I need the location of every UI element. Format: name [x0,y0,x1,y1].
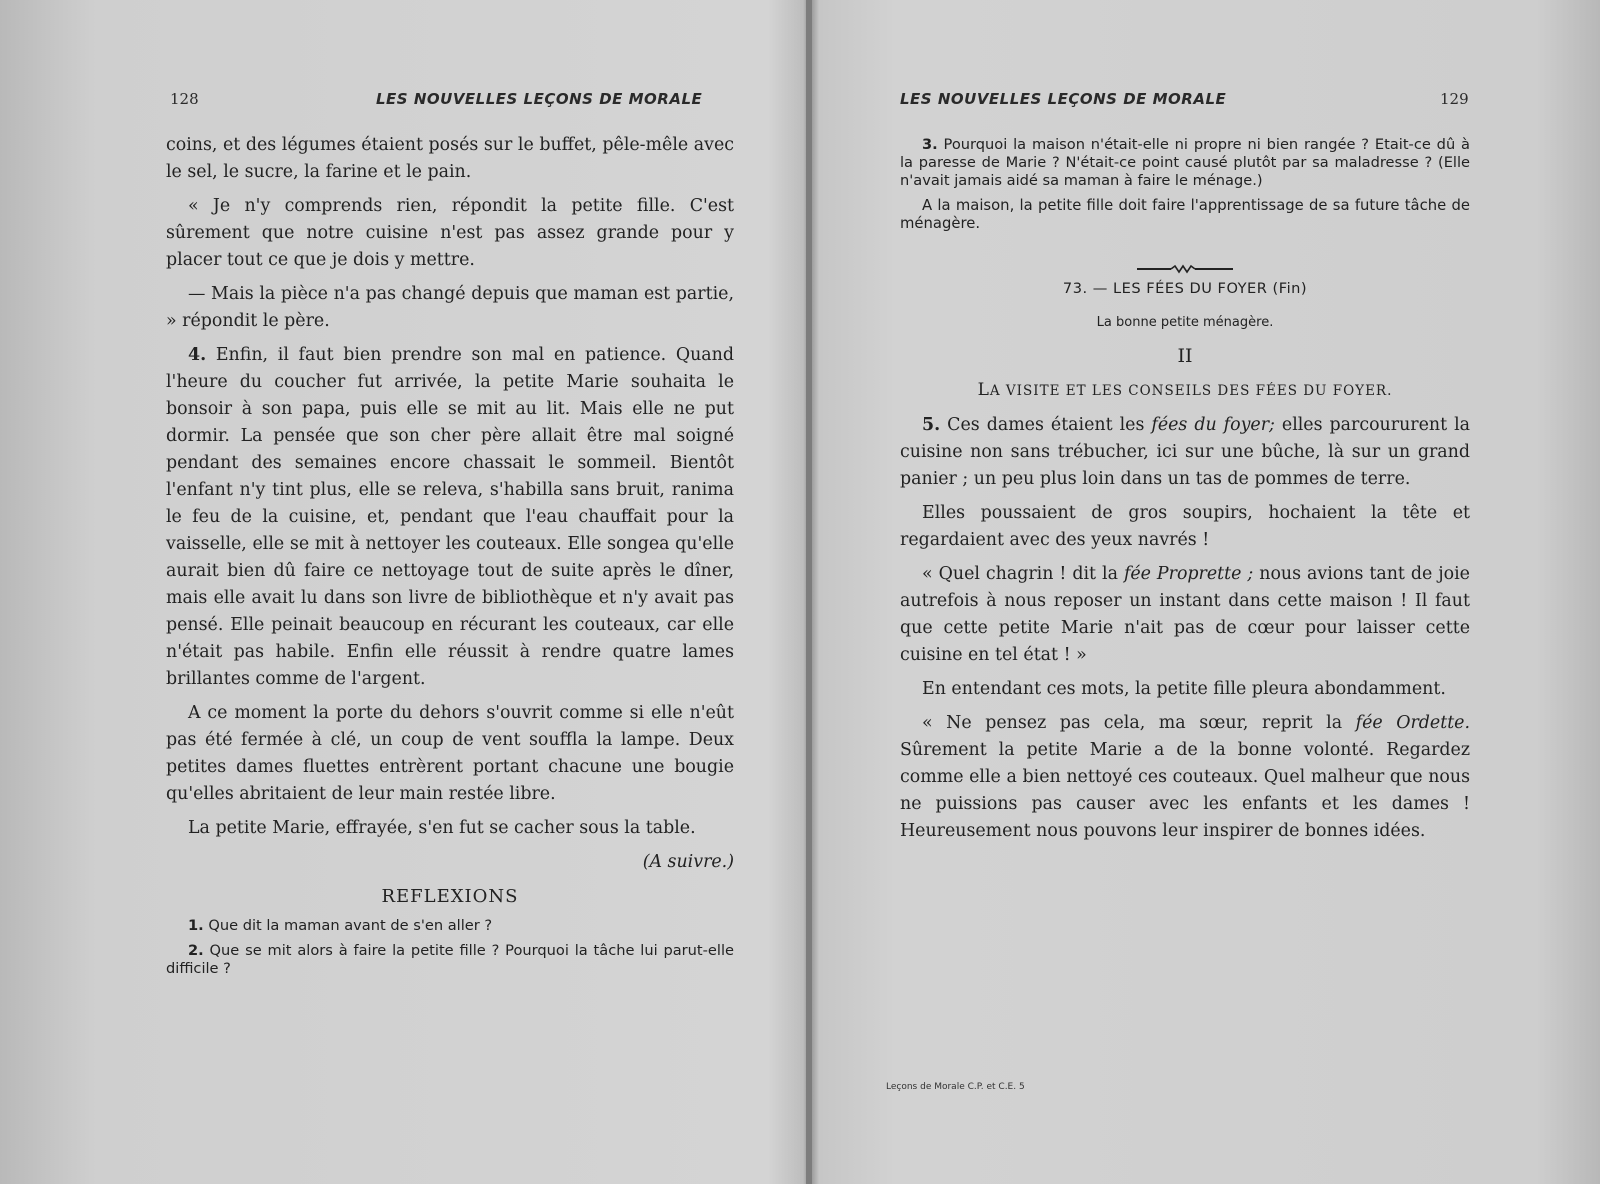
reflexions-title: REFLEXIONS [381,886,519,907]
paragraph-text: nous avions tant de joie autrefois à nous reposer un instant dans cette maison ! Il faut que cette petite Marie n'ait pas de cœur pour laisser cette cuisine en tel état ! » [900,564,1470,665]
right-text-column [900,136,1470,852]
italic-text: fées du foyer; [1151,415,1275,435]
right-page-number: 129 [1440,90,1469,108]
page-footer-note: Leçons de Morale C.P. et C.E. 5 [886,1082,1025,1092]
left-running-head: LES NOUVELLES LEÇONS DE MORALE [376,90,703,108]
paragraph [900,412,1470,493]
paragraph-text: elles parcoururent la cuisine non sans trébucher, ici sur une bûche, là sur un grand panier ; un peu plus loin dans un tas de pommes de terre. [900,415,1471,489]
paragraph-number: 5. [922,415,941,435]
paragraph: « Je n'y comprends rien, répondit la petite fille. C'est sûrement que notre cuisine n'est pas assez grande pour y placer tout ce que je dois y mettre. [166,196,734,270]
paragraph-text: « Ne pensez pas cela, ma sœur, reprit la [922,713,1356,733]
italic-text: fée Proprette ; [1123,564,1254,584]
paragraph-text: Enfin, il faut bien prendre son mal en patience. Quand l'heure du coucher fut arrivée, la petite Marie souhaita le bonsoir à son papa, puis elle se mit au lit. Mais elle ne put dormir. La pensée que son cher père allait être mal soigné pendant des semaines encore chassait le sommeil. Bientôt l'enfant n'y tint plus, elle se releva, s'habilla sans bruit, ranima le feu de la cuisine, et, pendant que l'eau chauffait pour la vaisselle, elle se mit à nettoyer les couteaux. Elle songea qu'elle aurait bien dû faire ce nettoyage tout de suite après le dîner, mais elle avait lu dans son livre de bibliothèque et n'y avait pas pensé. Elle peinait beaucoup en récurant les couteaux, car elle n'était pas habile. Enfin elle réussit à rendre quatre lames brillantes comme de l'argent. [166,345,734,689]
question [166,942,734,978]
chapter-initial: L [977,380,990,400]
ornament-rule [1137,263,1233,275]
paragraph [900,561,1470,669]
lesson-subtitle: La bonne petite ménagère. [1096,315,1274,330]
question-text: Pourquoi la maison n'était-elle ni propre ni bien rangée ? Etait-ce dû à la paresse de Marie ? N'était-ce point causé plutôt par sa maladresse ? (Elle n'avait jamais aidé sa maman à faire le ménage.) [900,136,1470,189]
paragraph: En entendant ces mots, la petite fille pleura abondamment. [922,679,1446,699]
paragraph-text: Ces dames étaient les [940,415,1152,435]
chapter-title-text: A VISITE ET LES CONSEILS DES FÉES DU FOYER. [989,383,1393,399]
question-text: Que se mit alors à faire la petite fille ? Pourquoi la tâche lui parut-elle difficile ? [166,942,734,977]
paragraph: — Mais la pièce n'a pas changé depuis que maman est partie, » répondit le père. [166,284,734,331]
question-number: 2. [188,942,204,959]
to-follow-note: (A suivre.) [642,852,734,872]
lesson-moral: A la maison, la petite fille doit faire l'apprentissage de sa future tâche de ménagère. [900,197,1470,232]
paragraph: Elles poussaient de gros soupirs, hochaient la tête et regardaient avec des yeux navrés ! [900,503,1470,550]
question-number: 3. [922,136,938,153]
paragraph: coins, et des légumes étaient posés sur le buffet, pêle-mêle avec le sel, le sucre, la farine et le pain. [166,135,734,182]
italic-text: fée Ordette. [1355,713,1470,733]
paragraph: La petite Marie, effrayée, s'en fut se cacher sous la table. [188,818,696,838]
question-number: 1. [188,917,204,934]
question [166,917,734,935]
left-text-column [166,132,734,985]
paragraph [166,342,734,693]
lesson-title: 73. — LES FÉES DU FOYER (Fin) [1062,280,1308,297]
question [900,136,1470,190]
paragraph-text: « Quel chagrin ! dit la [922,564,1124,584]
paragraph: A ce moment la porte du dehors s'ouvrit comme si elle n'eût pas été fermée à clé, un coup de vent souffla la lampe. Deux petites dames fluettes entrèrent portant chacune une bougie qu'elles abritaient de leur main restée libre. [166,703,734,804]
question-text: Que dit la maman avant de s'en aller ? [203,917,493,934]
left-page-number: 128 [170,90,199,108]
paragraph-text: Sûrement la petite Marie a de la bonne volonté. Regardez comme elle a bien nettoyé ces couteaux. Quel malheur que nous ne puissions pas causer avec les enfants et les dames ! Heureusement nous pouvons leur inspirer de bonnes idées. [900,740,1470,841]
chapter-title [900,377,1470,405]
paragraph-number: 4. [188,345,207,365]
part-number: II [1177,345,1193,367]
paragraph [900,710,1470,845]
right-running-head: LES NOUVELLES LEÇONS DE MORALE [900,90,1227,108]
